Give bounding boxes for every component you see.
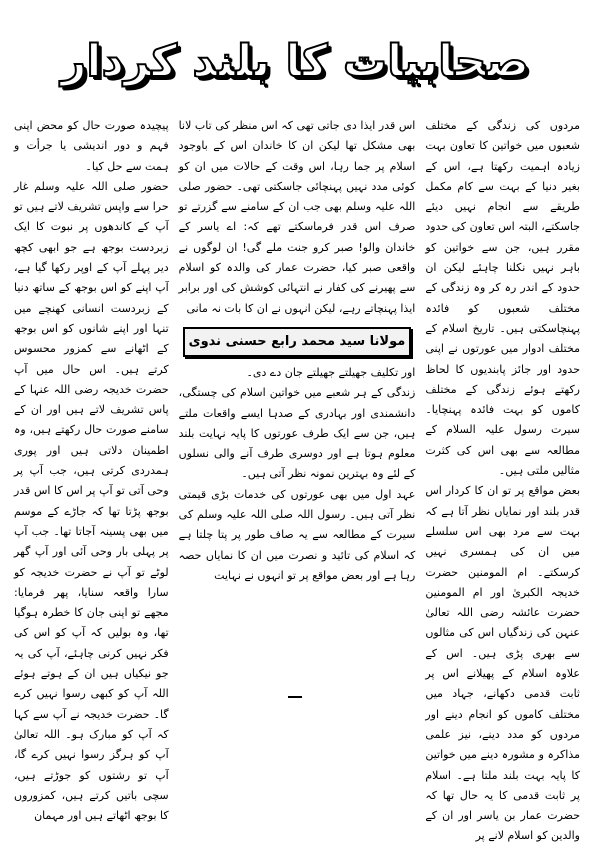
paragraph: بعض مواقع پر تو ان کا کردار اس قدر بلند اور نمایاں نظر آتا ہے کہ بہت سے مرد بھی اس سلسلے میں ان کی ہمسری نہیں کرسکتے۔ ام المومنین حضرت خدیجہ الکبریٰ اور ام المومنین حضرت عائشہ رضی اللہ تعالیٰ عنہن کی زندگیاں اس کی مثالوں سے بھری پڑی ہیں۔ اس کے علاوہ اسلام کے پھیلانے اس پر ثابت قدمی دکھانے، جہاد میں مختلف کاموں کو انجام دینے اور مردوں کو مدد دینے، نیز علمی مذاکرہ و مشورہ دینے میں خواتین کا پایہ بہت بلند ملتا ہے۔ اسلام پر ثابت قدمی کا یہ حال تھا کہ حضرت عمار بن یاسر اور ان کے والدین کو اسلام لانے پر (425, 484, 580, 843)
author-byline: مولانا سید محمد رابع حسنی ندوی (183, 327, 412, 357)
text-column-middle (179, 116, 416, 700)
paragraph: اس قدر ایذا دی جاتی تھی کہ اس منظر کی تاب لانا بھی مشکل تھا لیکن ان کا خاندان اس کے باوجود اسلام پر جما رہا، اس وقت کے حالات میں ان کو کوئی مدد نہیں پہنچائی جاسکتی تھی۔ حضور صلی اللہ علیہ وسلم بھی جب ان کے سامنے سے گزرتے تو صرف اس قدر فرماسکتے تھے کہ: اے یاسر کے خاندان والو! صبر کرو جنت ملے گی! ان لوگوں نے واقعی صبر کیا، حضرت عمار کی والدہ کو اسلام سے پھیرنے کی کفار نے انتہائی کوشش کی اور برابر ایذا پہنچاتے رہے، لیکن انہوں نے ان کا بات نہ مانی (178, 119, 416, 315)
paragraph: حضور صلی اللہ علیہ وسلم غار حرا سے واپس تشریف لاتے ہیں تو آپ کے کاندھوں پر نبوت کا ایک زبردست بوجھ ہے جو ابھی کچھ دیر پہلے آپ کے اوپر رکھا گیا ہے، آپ اپنے کو اس بوجھ کے ساتھ دنیا کے زبردست انسانی کھنچے میں تنہا اور اپنے شانوں کو اس بوجھ کے اٹھانے سے کمزور محسوس کرتے ہیں۔ اس حال میں آپ حضرت خدیجہ رضی اللہ عنہا کے پاس تشریف لاتے ہیں اور ان کے سامنے صورت حال رکھتے ہیں، وہ اطمینان دلاتی ہیں اور پوری ہمدردی کرتی ہیں، جب آپ پر وحی آتی تو آپ پر اس کا اس قدر بوجھ پڑتا تھا کہ جاڑے کے موسم میں بھی پسینہ آجاتا تھا۔ جب آپ پر پہلی بار وحی آئی اور آپ گھر لوٹے تو آپ نے حضرت خدیجہ کو سارا واقعہ سنایا، پھر فرمایا: مجھے تو اپنی جان کا خطرہ ہوگیا تھا، وہ بولیں کہ آپ کو اس کی فکر نہیں کرنی چاہئے، آپ کی یہ جو نیکیاں ہیں ان کے ہوتے ہوئے اللہ آپ کو کبھی رسوا نہیں کرے گا۔ حضرت خدیجہ نے آپ سے کہا کہ آپ کو مبارک ہو۔ اللہ تعالیٰ آپ کو ہرگز رسوا نہیں کرے گا، آپ تو رشتوں کو جوڑتے ہیں، سچی باتیں کرتے ہیں، کمزوروں کا بوجھ اٹھاتے ہیں اور مہمان (13, 179, 169, 823)
article-title: صحابیات کا بلند کردار (61, 35, 529, 87)
page-footer-mark (288, 696, 302, 706)
paragraph: اور تکلیف جھیلتے جھیلتے جان دے دی۔ (246, 365, 416, 379)
paragraph: زندگی کے ہر شعبے میں خواتین اسلام کی چستگی، دانشمندی اور بہادری کے صدہا ایسے واقعات ملتے ہیں، جن سے ایک طرف عورتوں کا پایہ نہایت بلند معلوم ہوتا ہے اور دوسری طرف آنے والی نسلوں کے لئے وہ بہترین نمونہ نظر آتی ہیں۔ (178, 386, 416, 481)
paragraph: مردوں کی زندگی کے مختلف شعبوں میں خواتین کا تعاون بہت زیادہ اہمیت رکھتا ہے، اس کے بغیر دنیا کے بہت سے کام مکمل طریقے سے انجام نہیں دیئے جاسکتے، البتہ اس تعاون کی حدود مقرر ہیں، جن سے خواتین کو باہر نہیں نکلنا چاہئے لیکن ان حدود کے اندر رہ کر وہ زندگی کے مختلف شعبوں کو فائدہ پہنچاسکتی ہیں۔ تاریخ اسلام کے مختلف ادوار میں عورتوں نے اپنی حدود اور جائز پابندیوں کا لحاظ رکھتے ہوئے زندگی کے مختلف کاموں کو بہت فائدہ پہنچایا۔ سیرت رسول علیہ السلام کے مطالعہ سے بھی اس کی کثرت مثالیں ملتی ہیں۔ (425, 119, 580, 478)
article-title-banner (60, 30, 530, 92)
article-body (13, 116, 580, 843)
text-column-right (425, 116, 580, 843)
paragraph: عہد اول میں بھی عورتوں کی خدمات بڑی قیمتی نظر آتی ہیں۔ رسول اللہ صلی اللہ علیہ وسلم کی سیرت کے مطالعہ سے یہ صاف طور پر پتا چلتا ہے کہ اسلام کی تائید و نصرت میں ان کا نمایاں حصہ رہا ہے اور بعض مواقع پر تو انہوں نے نہایت (178, 487, 416, 582)
paragraph: پیچیدہ صورت حال کو محض اپنی فہم و دور اندیشی یا جرأت و ہمت سے حل کیا۔ (13, 119, 169, 173)
text-column-left (13, 116, 169, 823)
